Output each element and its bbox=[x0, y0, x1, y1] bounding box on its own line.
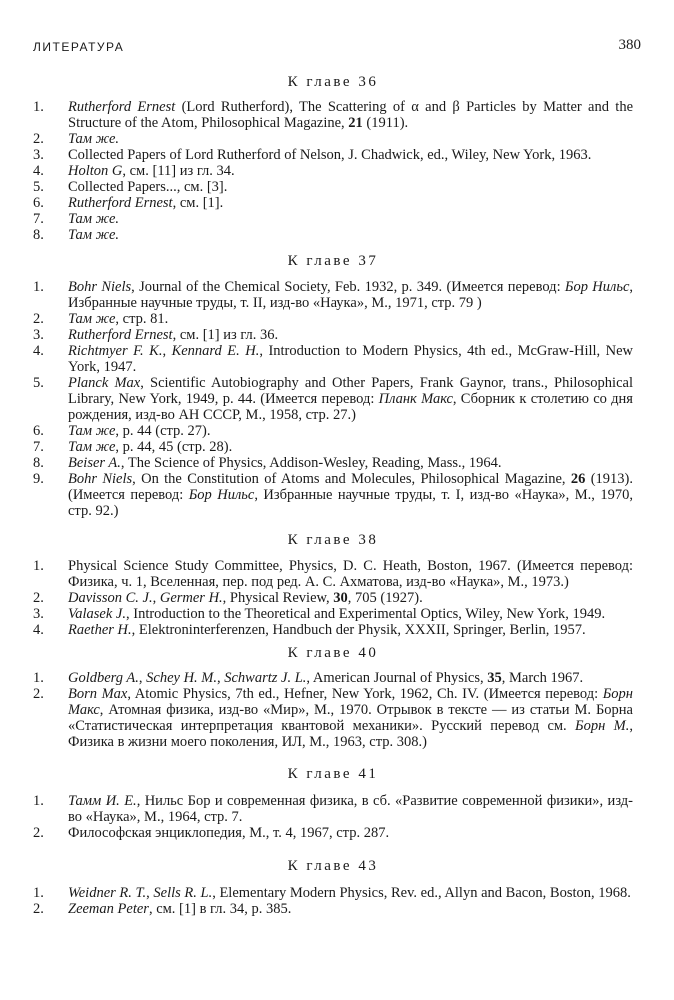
reference-text: , bbox=[152, 590, 160, 606]
reference-author: Kennard E. H. bbox=[171, 343, 260, 359]
reference-text: , p. 44, 45 (стр. 28). bbox=[115, 439, 233, 455]
reference-text: (1911). bbox=[362, 115, 409, 131]
reference-text: , см. [1] из гл. 36. bbox=[172, 327, 279, 343]
reference-text: , Elektroninterferenzen, Handbuch der Physik, XXXII, Springer, Berlin, 1957. bbox=[131, 622, 586, 638]
reference-list bbox=[33, 279, 633, 519]
reference-item bbox=[33, 147, 633, 163]
reference-number: 1. bbox=[33, 279, 44, 295]
reference-author: Планк Макс bbox=[378, 391, 453, 407]
section-heading: К главе 43 bbox=[287, 858, 379, 874]
reference-number: 6. bbox=[33, 423, 44, 439]
reference-item bbox=[33, 211, 633, 227]
reference-text: , Избранные научные труды, т. II, изд-во «Наука», М., 1971, стр. 79 ) bbox=[68, 279, 633, 311]
reference-text: , Journal of the Chemical Society, Feb. 1932, p. 349. (Имеется перевод: bbox=[131, 279, 565, 295]
reference-number: 5. bbox=[33, 375, 44, 391]
reference-number: 5. bbox=[33, 179, 44, 195]
reference-author: Schwartz J. L. bbox=[224, 670, 307, 686]
reference-text: , The Science of Physics, Addison-Wesley, Reading, Mass., 1964. bbox=[120, 455, 502, 471]
section-heading: К главе 37 bbox=[287, 253, 379, 269]
reference-text: , Нильс Бор и современная физика, в сб. «Развитие современной физики», изд-во «Наука», М., 1964, стр. 7. bbox=[68, 793, 633, 825]
reference-text: , On the Constitution of Atoms and Molecules, Philosophical Magazine, bbox=[132, 471, 571, 487]
reference-number: 1. bbox=[33, 670, 44, 686]
reference-item bbox=[33, 471, 633, 519]
reference-number: 3. bbox=[33, 606, 44, 622]
reference-text: (1913). (Имеется перевод: bbox=[68, 471, 633, 503]
reference-item bbox=[33, 606, 633, 622]
reference-number: 2. bbox=[33, 825, 44, 841]
reference-text: , Атомная физика, изд-во «Мир», М., 1970. Отрывок в тексте — из статьи М. Борна «Статистическая интерпретация квантовой механики». Русский перевод см. bbox=[68, 702, 633, 734]
reference-item bbox=[33, 686, 633, 750]
reference-list bbox=[33, 99, 633, 243]
reference-item bbox=[33, 670, 633, 686]
reference-number: 4. bbox=[33, 163, 44, 179]
reference-item bbox=[33, 590, 633, 606]
reference-author: Planck Max bbox=[68, 375, 141, 391]
reference-list bbox=[33, 885, 633, 917]
reference-text: , bbox=[217, 670, 225, 686]
reference-author: Бор Нильс bbox=[564, 279, 630, 295]
reference-author: Bohr Niels bbox=[68, 279, 132, 295]
reference-item bbox=[33, 195, 633, 211]
reference-author: Richtmyer F. K. bbox=[68, 343, 163, 359]
references-list bbox=[33, 74, 633, 917]
reference-author: Schey H. M. bbox=[146, 670, 217, 686]
reference-text: , Избранные научные труды, т. I, изд-во «Наука», М., 1970, стр. 92.) bbox=[68, 487, 633, 519]
reference-text: , см. [1] в гл. 34, p. 385. bbox=[148, 901, 292, 917]
reference-text: , см. [1]. bbox=[172, 195, 224, 211]
reference-author: Там же. bbox=[68, 131, 120, 147]
reference-text: , Physical Review, bbox=[222, 590, 334, 606]
reference-author: Rutherford Ernest bbox=[68, 99, 176, 115]
reference-number: 3. bbox=[33, 147, 44, 163]
reference-item bbox=[33, 227, 633, 243]
reference-text: Collected Papers..., см. [3]. bbox=[68, 179, 228, 195]
reference-item bbox=[33, 179, 633, 195]
reference-text: , March 1967. bbox=[501, 670, 584, 686]
reference-item bbox=[33, 131, 633, 147]
reference-text: , 705 (1927). bbox=[347, 590, 423, 606]
reference-section bbox=[33, 253, 633, 519]
reference-item bbox=[33, 439, 633, 455]
reference-author: Bohr Niels bbox=[68, 471, 133, 487]
section-heading: К главе 40 bbox=[287, 645, 379, 661]
reference-author: Тамм И. Е. bbox=[68, 793, 137, 809]
reference-section bbox=[33, 858, 633, 917]
reference-number: 3. bbox=[33, 327, 44, 343]
reference-author: Там же bbox=[68, 311, 116, 327]
reference-volume: 26 bbox=[570, 471, 586, 487]
reference-text: Physical Science Study Committee, Physics, D. C. Heath, Boston, 1967. (Имеется перевод: Физика, ч. 1, Вселенная, пер. под ред. А. С. Ахматова, изд-во «Наука», М., 1973.) bbox=[68, 558, 633, 590]
reference-number: 1. bbox=[33, 793, 44, 809]
reference-text: , bbox=[138, 670, 147, 686]
reference-author: Sells R. L. bbox=[153, 885, 213, 901]
reference-text: , Scientific Autobiography and Other Papers, Frank Gaynor, trans., Philosophical Library, New York, 1949, p. 44. (Имеется перевод: bbox=[68, 375, 633, 407]
reference-text: , см. [11] из гл. 34. bbox=[122, 163, 235, 179]
reference-author: Там же. bbox=[68, 211, 120, 227]
reference-section bbox=[33, 532, 633, 638]
reference-author: Germer H. bbox=[159, 590, 223, 606]
reference-number: 4. bbox=[33, 343, 44, 359]
reference-author: Weidner R. T. bbox=[68, 885, 147, 901]
reference-item bbox=[33, 311, 633, 327]
reference-item bbox=[33, 279, 633, 311]
reference-number: 9. bbox=[33, 471, 44, 487]
reference-number: 4. bbox=[33, 622, 44, 638]
reference-text: Collected Papers of Lord Rutherford of Nelson, J. Chadwick, ed., Wiley, New York, 1963. bbox=[68, 147, 592, 163]
reference-item bbox=[33, 327, 633, 343]
reference-item bbox=[33, 622, 633, 638]
reference-author: Бор Нильс bbox=[188, 487, 255, 503]
reference-number: 2. bbox=[33, 686, 44, 702]
reference-text: , Atomic Physics, 7th ed., Hefner, New York, 1962, Ch. IV. (Имеется перевод: bbox=[127, 686, 603, 702]
reference-author: Там же bbox=[68, 423, 116, 439]
reference-number: 7. bbox=[33, 439, 44, 455]
reference-item bbox=[33, 375, 633, 423]
reference-author: Там же bbox=[68, 439, 116, 455]
reference-author: Goldberg A. bbox=[68, 670, 139, 686]
reference-section bbox=[33, 74, 633, 243]
reference-item bbox=[33, 423, 633, 439]
reference-number: 7. bbox=[33, 211, 44, 227]
reference-author: Davisson C. J. bbox=[68, 590, 153, 606]
reference-number: 2. bbox=[33, 901, 44, 917]
reference-author: Там же. bbox=[68, 227, 120, 243]
reference-text: (Lord Rutherford), The Scattering of α and β Particles by Matter and the Structure of the Atom, Philosophical Magazine, bbox=[68, 99, 633, 131]
reference-list bbox=[33, 793, 633, 841]
reference-author: Born Max bbox=[68, 686, 128, 702]
reference-list bbox=[33, 670, 633, 750]
section-heading: К главе 36 bbox=[287, 74, 379, 90]
reference-text: , Сборник к столетию со дня рождения, изд-во АН СССР, М., 1958, стр. 27.) bbox=[68, 391, 633, 423]
page-number: 380 bbox=[618, 37, 641, 53]
reference-item bbox=[33, 455, 633, 471]
reference-number: 8. bbox=[33, 227, 44, 243]
reference-text: , Introduction to Modern Physics, 4th ed., McGraw-Hill, New York, 1947. bbox=[68, 343, 634, 375]
section-heading: К главе 38 bbox=[287, 532, 379, 548]
reference-item bbox=[33, 343, 633, 375]
reference-number: 8. bbox=[33, 455, 44, 471]
reference-text: , стр. 81. bbox=[115, 311, 169, 327]
reference-item bbox=[33, 558, 633, 590]
reference-author: Zeeman Peter bbox=[68, 901, 149, 917]
reference-number: 2. bbox=[33, 131, 44, 147]
reference-text: , bbox=[146, 885, 154, 901]
section-heading: К главе 41 bbox=[287, 766, 379, 782]
reference-number: 6. bbox=[33, 195, 44, 211]
reference-list bbox=[33, 558, 633, 638]
reference-number: 2. bbox=[33, 590, 44, 606]
reference-text: , Elementary Modern Physics, Rev. ed., Allyn and Bacon, Boston, 1968. bbox=[212, 885, 631, 901]
reference-item bbox=[33, 885, 633, 901]
reference-item bbox=[33, 99, 633, 131]
reference-item bbox=[33, 825, 633, 841]
reference-text: , Физика в жизни моего поколения, ИЛ, М., 1963, стр. 308.) bbox=[68, 718, 633, 750]
reference-item bbox=[33, 163, 633, 179]
reference-number: 1. bbox=[33, 885, 44, 901]
reference-volume: 21 bbox=[348, 115, 363, 131]
reference-number: 2. bbox=[33, 311, 44, 327]
reference-author: Борн Макс bbox=[68, 686, 633, 718]
reference-item bbox=[33, 793, 633, 825]
reference-item bbox=[33, 901, 633, 917]
reference-author: Beiser A. bbox=[68, 455, 121, 471]
reference-author: Raether H. bbox=[68, 622, 132, 638]
reference-text: , American Journal of Physics, bbox=[306, 670, 488, 686]
reference-section bbox=[33, 766, 633, 841]
reference-text: , p. 44 (стр. 27). bbox=[115, 423, 211, 439]
reference-volume: 30 bbox=[333, 590, 348, 606]
reference-volume: 35 bbox=[487, 670, 502, 686]
running-head: ЛИТЕРАТУРА bbox=[33, 40, 125, 54]
reference-text: , Introduction to the Theoretical and Experimental Optics, Wiley, New York, 1949. bbox=[125, 606, 606, 622]
reference-author: Holton G bbox=[68, 163, 123, 179]
reference-number: 1. bbox=[33, 99, 44, 115]
reference-number: 1. bbox=[33, 558, 44, 574]
reference-section bbox=[33, 645, 633, 750]
reference-author: Rutherford Ernest bbox=[68, 327, 173, 343]
reference-author: Борн М. bbox=[575, 718, 630, 734]
reference-text: , bbox=[162, 343, 172, 359]
reference-text: Философская энциклопедия, М., т. 4, 1967, стр. 287. bbox=[68, 825, 390, 841]
reference-author: Rutherford Ernest bbox=[68, 195, 173, 211]
reference-author: Valasek J. bbox=[68, 606, 126, 622]
